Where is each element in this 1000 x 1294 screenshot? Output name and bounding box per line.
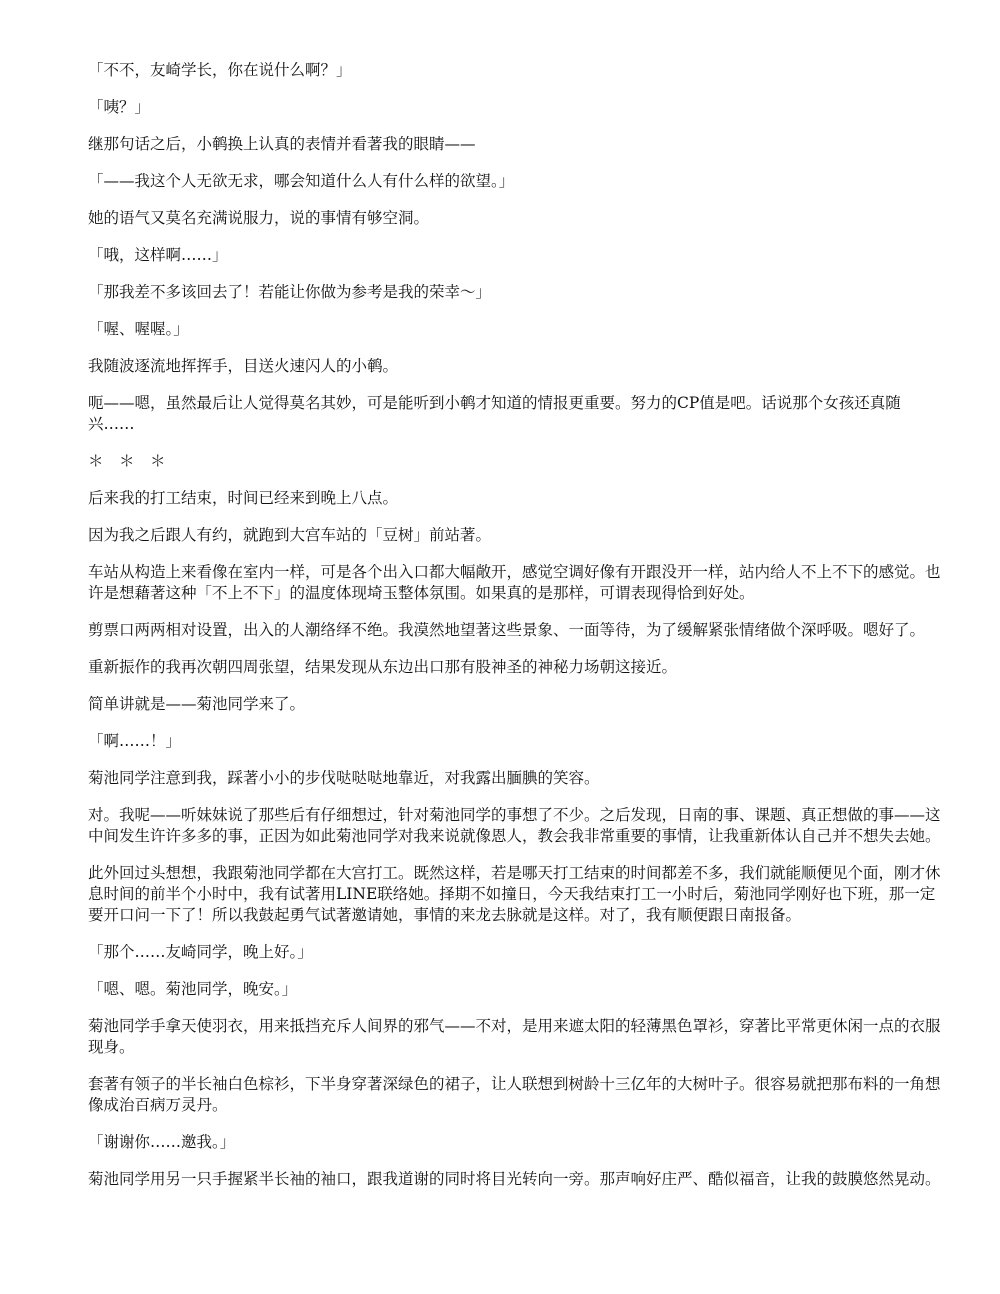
paragraph: 对。我呢——听妹妹说了那些后有仔细想过，针对菊池同学的事想了不少。之后发现，日南的事、课题、真正想做的事——这中间发生许许多多的事，正因为如此菊池同学对我来说就像恩人，教会我非常重要的事情，让我重新体认自己并不想失去她。 xyxy=(88,806,941,845)
paragraph: 「咦？」 xyxy=(88,98,151,116)
paragraph: 车站从构造上来看像在室内一样，可是各个出入口都大幅敞开，感觉空调好像有开跟没开一样，站内给人不上不下的感觉。也许是想藉著这种「不上不下」的温度体现埼玉整体氛围。如果真的是那样，可谓表现得恰到好处。 xyxy=(88,563,941,602)
paragraph: 后来我的打工结束，时间已经来到晚上八点。 xyxy=(88,489,399,507)
paragraph: 继那句话之后，小鹌换上认真的表情并看著我的眼睛—— xyxy=(88,135,476,153)
document-page xyxy=(88,60,944,1206)
paragraph: 剪票口两两相对设置，出入的人潮络绎不绝。我漠然地望著这些景象、一面等待，为了缓解紧张情绪做个深呼吸。嗯好了。 xyxy=(88,621,926,639)
paragraph: 「——我这个人无欲无求，哪会知道什么人有什么样的欲望。」 xyxy=(88,172,515,190)
paragraph: 「谢谢你……邀我。」 xyxy=(88,1133,236,1151)
paragraph: 菊池同学用另一只手握紧半长袖的袖口，跟我道谢的同时将目光转向一旁。那声响好庄严、酷似福音，让我的鼓膜悠然晃动。 xyxy=(88,1170,941,1188)
paragraph: 「那我差不多该回去了！若能让你做为参考是我的荣幸～」 xyxy=(88,283,492,301)
paragraph: 「喔、喔喔。」 xyxy=(88,320,189,338)
paragraph: 因为我之后跟人有约，就跑到大宫车站的「豆树」前站著。 xyxy=(88,526,492,544)
paragraph: 套著有领子的半长袖白色棕衫，下半身穿著深绿色的裙子，让人联想到树龄十三亿年的大树叶子。很容易就把那布料的一角想像成治百病万灵丹。 xyxy=(88,1075,941,1114)
paragraph: 「哦，这样啊……」 xyxy=(88,246,228,264)
paragraph: 我随波逐流地挥挥手，目送火速闪人的小鹌。 xyxy=(88,357,399,375)
paragraph: 她的语气又莫名充满说服力，说的事情有够空洞。 xyxy=(88,209,430,227)
paragraph: 重新振作的我再次朝四周张望，结果发现从东边出口那有股神圣的神秘力场朝这接近。 xyxy=(88,658,678,676)
paragraph: 菊池同学手拿天使羽衣，用来抵挡充斥人间界的邪气——不对，是用来遮太阳的轻薄黑色罩衫，穿著比平常更休闲一点的衣服现身。 xyxy=(88,1017,941,1056)
paragraph: 此外回过头想想，我跟菊池同学都在大宫打工。既然这样，若是哪天打工结束的时间都差不多，我们就能顺便见个面，刚才休息时间的前半个小时中，我有试著用LINE联络她。择期不如撞日，今天我结束打工一小时后，菊池同学刚好也下班，那一定要开口问一下了！所以我鼓起勇气试著邀请她，事情的来龙去脉就是这样。对了，我有顺便跟日南报备。 xyxy=(88,864,941,924)
paragraph: 「不不，友崎学长，你在说什么啊？」 xyxy=(88,61,352,79)
paragraph: 菊池同学注意到我，踩著小小的步伐哒哒哒地靠近，对我露出腼腆的笑容。 xyxy=(88,769,600,787)
scene-separator: ＊ ＊ ＊ xyxy=(88,452,166,470)
paragraph: 「嗯、嗯。菊池同学，晚安。」 xyxy=(88,980,298,998)
paragraph: 呃——嗯，虽然最后让人觉得莫名其妙，可是能听到小鹌才知道的情报更重要。努力的CP值是吧。话说那个女孩还真随兴…… xyxy=(88,394,901,433)
paragraph: 「那个……友崎同学，晚上好。」 xyxy=(88,943,313,961)
paragraph: 简单讲就是——菊池同学来了。 xyxy=(88,695,306,713)
paragraph: 「啊……！」 xyxy=(88,732,182,750)
